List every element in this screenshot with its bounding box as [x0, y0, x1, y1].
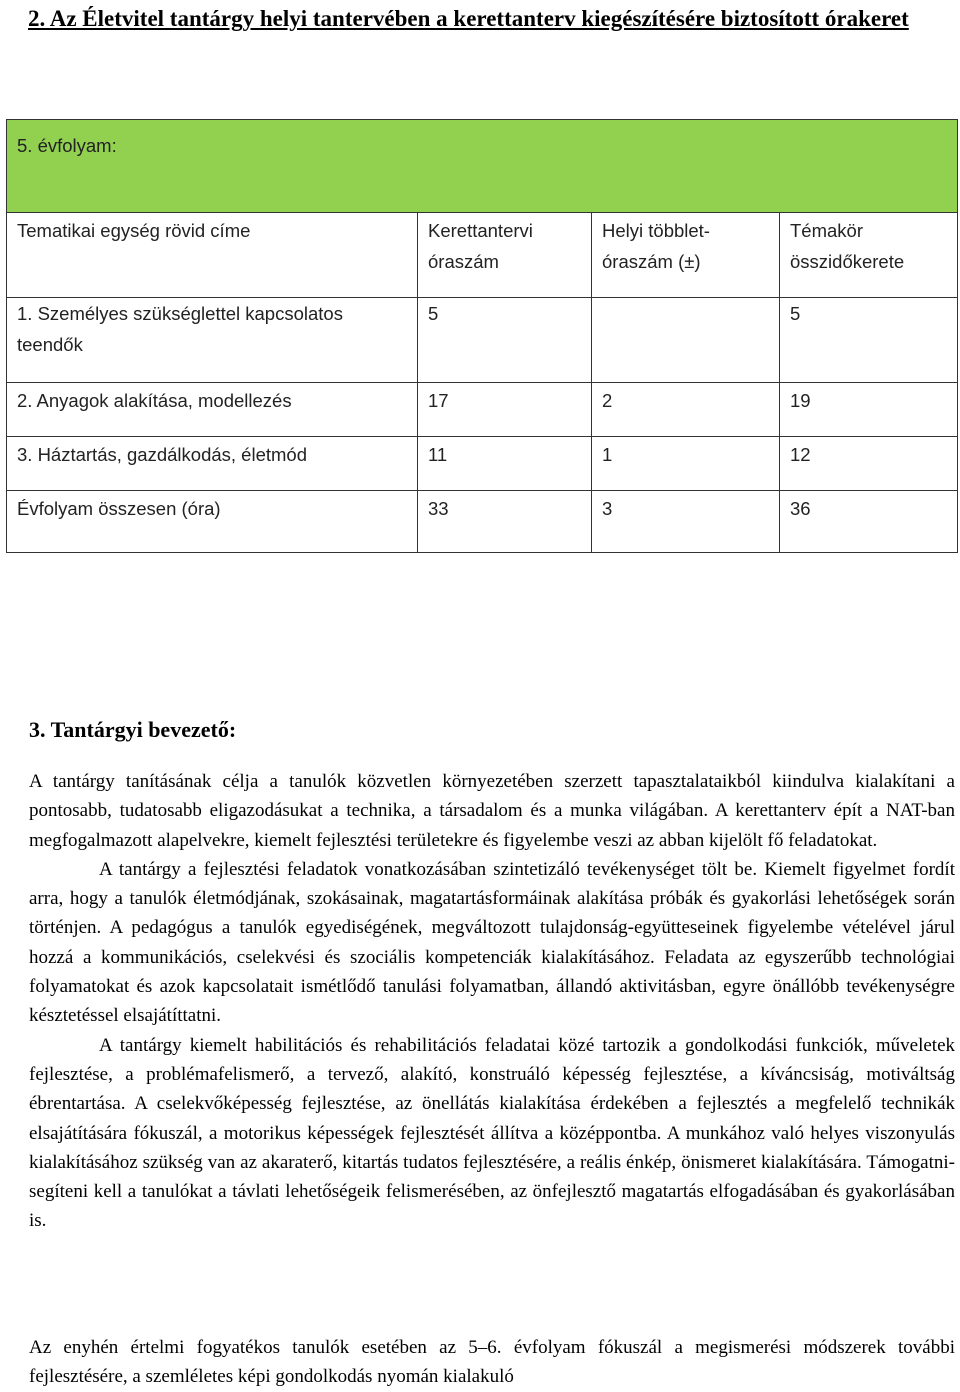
- table-row: [7, 437, 958, 491]
- table-cell: 5: [780, 298, 958, 383]
- table-row: [7, 298, 958, 383]
- year-row: [7, 120, 958, 213]
- header-cell: Témakör összidőkerete: [780, 213, 958, 298]
- table-cell: 3: [592, 491, 780, 553]
- table-cell: 1: [592, 437, 780, 491]
- header-cell: Tematikai egység rövid címe: [7, 213, 418, 298]
- section-heading: 2. Az Életvitel tantárgy helyi tantervében a kerettanterv kiegészítésére biztosított órakeret: [28, 6, 909, 31]
- year-label: 5. évfolyam:: [7, 120, 958, 213]
- table-row: [7, 383, 958, 437]
- paragraph: A tantárgy kiemelt habilitációs és rehabilitációs feladatai közé tartozik a gondolkodási funkciók, műveletek fejlesztése, a problémafelismerő, a tervező, alakító, konstruáló képesség fejlesztése, a kíváncsiság, motiváltság ébrentartása. A cselekvőképesség fejlesztése, az önellátás kialakítása érdekében a fejlesztés a megfelelő technikák elsajátítására fókuszál, a motorikus képességek fejlesztését állítva a középpontba. A munkához való helyes viszonyulás kialakításához szükség van az akaraterő, kitartás tudatos fejlesztésére, a reális énkép, önismeret kialakítására. Támogatni-segíteni kell a tanulókat a távlati lehetőségeik felismerésében, az önfejlesztő magatartás elfogadásában és gyakorlásában is.: [29, 1034, 955, 1232]
- header-cell: Kerettantervi óraszám: [418, 213, 592, 298]
- intro-heading: 3. Tantárgyi bevezető:: [29, 717, 237, 742]
- table-cell: 2. Anyagok alakítása, modellezés: [7, 383, 418, 437]
- table-cell: 3. Háztartás, gazdálkodás, életmód: [7, 437, 418, 491]
- table-cell: 36: [780, 491, 958, 553]
- intro-body: [29, 767, 955, 1236]
- table-cell: 1. Személyes szükséglettel kapcsolatos teendők: [7, 298, 418, 383]
- table-cell: 17: [418, 383, 592, 437]
- paragraph: A tantárgy a fejlesztési feladatok vonatkozásában szintetizáló tevékenységet tölt be. Kiemelt figyelmet fordít arra, hogy a tanulók életmódjának, szokásainak, magatartásformáinak alakítása próbák és gyakorlási lehetőségek során történjen. A pedagógus a tanulók egyediségének, megváltozott tulajdonság-együtteseinek figyelembe vételével járul hozzá a kommunikációs, cselekvési és szociális kompetenciák kialakításához. Feladata az egyszerűbb technológiai folyamatokat és azok kapcsolatait ismétlődő tanulási folyamatban, állandó aktivitásban, egyre önállóbb tevékenységre késztetéssel elsajátíttatni.: [29, 858, 955, 1027]
- table-cell: 2: [592, 383, 780, 437]
- closing-body: [29, 1333, 955, 1392]
- table-cell: 33: [418, 491, 592, 553]
- table-cell: 5: [418, 298, 592, 383]
- header-cell: Helyi többlet-óraszám (±): [592, 213, 780, 298]
- header-row: [7, 213, 958, 298]
- table-cell: Évfolyam összesen (óra): [7, 491, 418, 553]
- paragraph: Az enyhén értelmi fogyatékos tanulók esetében az 5–6. évfolyam fókuszál a megismerési módszerek további fejlesztésére, a szemléletes képi gondolkodás nyomán kialakuló: [29, 1337, 955, 1388]
- table-cell: 11: [418, 437, 592, 491]
- table-row: [7, 491, 958, 553]
- hours-table: [6, 119, 958, 553]
- paragraph: A tantárgy tanításának célja a tanulók közvetlen környezetében szerzett tapasztalataikból kiindulva kialakítani a pontosabb, tudatosabb eligazodásukat a technika, a társadalom és a munka világában. A kerettanterv épít a NAT-ban megfogalmazott alapelvekre, kiemelt fejlesztési területekre és figyelembe veszi az abban kijelölt fő feladatokat.: [29, 771, 955, 851]
- table-cell: 12: [780, 437, 958, 491]
- table-cell: 19: [780, 383, 958, 437]
- table-cell: [592, 298, 780, 383]
